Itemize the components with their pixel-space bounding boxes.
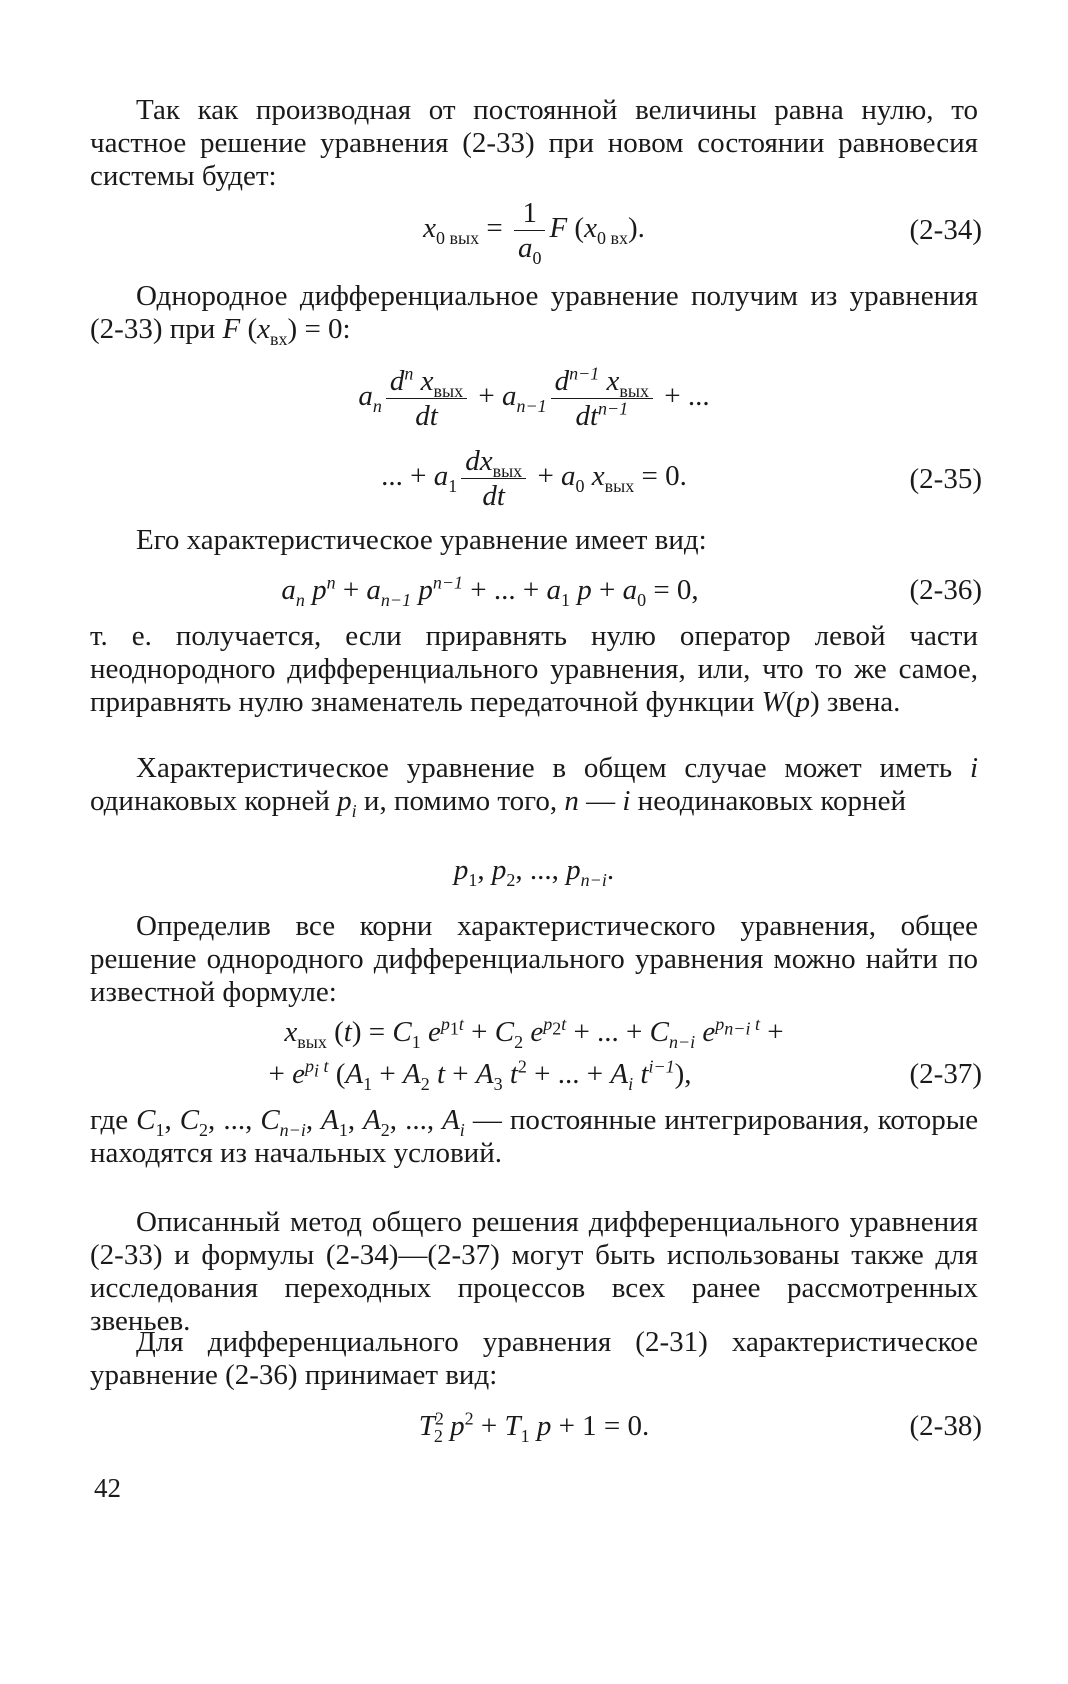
equation-2-35-line-1: $a_n$ $\frac{d^n x_{вых}}{dt}$ + $a_{n-1}$ $\frac{d^{n-1} x_{вых}}{dt^{n-1}}$ + ... xyxy=(358,363,710,432)
equation-number-2-36: (2-36) xyxy=(909,574,982,606)
paragraph-8: Описанный метод общего решения дифференциального уравнения (2-33) и формулы (2-34)—(2-37) могут быть использованы также для исследования переходных процессов всех ранее рассмотренных звеньев. xyxy=(90,1206,978,1337)
roots-list: $p_1$, $p_2$, ..., $p_{n-i}$. xyxy=(453,854,615,890)
paragraph-2: Однородное дифференциальное уравнение получим из уравнения (2-33) при F $(x_{вх}) = 0$: xyxy=(90,280,978,349)
paragraph-6: Определив все корни характеристического уравнения, общее решение однородного дифференциального уравнения можно найти по известной формуле: xyxy=(90,910,978,1008)
paragraph-5: Характеристическое уравнение в общем случае может иметь i одинаковых корней $p_i$ и, помимо того, n — i неодинаковых корней xyxy=(90,752,978,821)
fraction-1-over-a0: $\frac{1}{a_0}$ xyxy=(514,198,546,263)
equation-2-38: $T^2_2$ $p^2 + T_1$ p + 1 = 0. xyxy=(418,1408,650,1446)
equation-2-35-line-2: ... + $a_1$ $\frac{dx_{вых}}{dt}$ + $a_0$ $x_{вых} = 0$. xyxy=(381,445,687,512)
paragraph-3: Его характеристическое уравнение имеет вид: xyxy=(136,524,707,556)
paragraph-1-text: Так как производная от постоянной величины равна нулю, то частное решение уравнения (2-33) при новом состоянии равновесия системы будет: xyxy=(90,94,978,192)
paragraph-4: т. е. получается, если приравнять нулю оператор левой части неоднородного дифференциального уравнения, или, что то же самое, приравнять нулю знаменатель передаточной функции W(p) звена. xyxy=(90,620,978,718)
equation-number-2-34: (2-34) xyxy=(909,214,982,246)
equation-number-2-38: (2-38) xyxy=(909,1410,982,1442)
equation-2-36: $a_n$ $p^n + a_{n-1}$ $p^{n-1}$ + ... + $a_1$ $p + a_0 = 0$, xyxy=(281,572,699,610)
paragraph-1 xyxy=(90,94,978,193)
paragraph-9: Для дифференциального уравнения (2-31) характеристическое уравнение (2-36) принимает вид: xyxy=(90,1326,978,1391)
equation-number-2-35: (2-35) xyxy=(909,463,982,495)
equation-2-37-line-1: $x_{вых}$ $(t) = C_1$ $e^{p_1t} + C_2$ $e^{p_2t}$ + ... + $C_{n-i}$ $e^{p_{n-i} t}$ + xyxy=(284,1014,784,1052)
paragraph-7-constants: где $C_1$, $C_2$, ..., $C_{n-i}$, $A_1$, $A_2$, ..., $A_i$ — постоянные интегрирования, которые находятся из начальных условий. xyxy=(90,1104,979,1169)
page-number: 42 xyxy=(94,1473,121,1503)
equation-number-2-37: (2-37) xyxy=(909,1058,982,1090)
equation-2-34: $x_{0 вых}$ = $\frac{1}{a_0}$ F $(x_{0 вх})$. xyxy=(423,197,645,268)
equation-2-37-line-2: + $e^{p_i t}$ ($A_1 + A_2$ $t + A_3$ $t^2$ + ... + $A_i$ $t^{i-1}$), xyxy=(268,1056,692,1094)
